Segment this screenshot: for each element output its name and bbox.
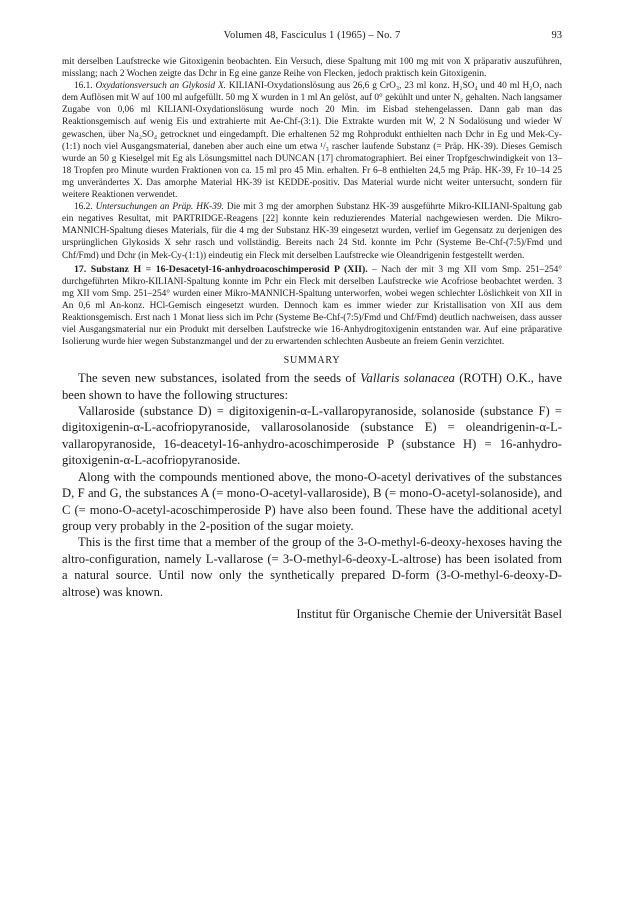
page-number: 93 [551, 30, 562, 41]
summary-heading: SUMMARY [283, 355, 341, 367]
running-head [62, 30, 562, 46]
section-16-2-body: Die mit 3 mg der amorphen Substanz HK-39 ausgeführte Mikro-KILIANI-Spaltung gab ein negatives Resultat, mit PARTRIDGE-Reagens [22] konnte kein reduzierendes Material nachgewiesen werden. Die Mikro-MANNICH-Spaltung dieses Materials, für die 4 mg der Substanz HK-39 eingesetzt wurden, verlief im Gegensatz zu derjenigen des ursprünglichen Glykosids X sehr rasch und vollständig. Bereits nach 24 Std. konnte im Pchr (Systeme Be-Chf-(7:5)/Fmd und Chf/Fmd) und Dchr (in Mek-Cy-(1:1)) eindeutig ein Fleck mit derselben Laufstrecke wie Oleandrigenin festgestellt werden. [62, 202, 562, 261]
summary-p1-start: The seven new substances, isolated from the seeds of [78, 371, 361, 386]
paragraph-continuation-text: mit derselben Laufstrecke wie Gitoxigenin beobachten. Ein Versuch, diese Spaltung mit 100 mg mit von X präparativ auszuführen, misslang; nach 2 Wochen zeigte das Dchr in Eg eine ganze Reihe von Flecken, jedoch praktisch kein Gitoxigenin. [62, 57, 562, 80]
section-17 [62, 264, 562, 349]
paragraph-continuation [62, 56, 562, 80]
section-16-2-title: Untersuchungen an Präp. HK-39. [95, 202, 224, 213]
section-16-1-body: KILIANI-Oxydationslösung aus 26,6 g CrO₃, 23 ml konz. H₂SO₄ und 40 ml H₂O, nach dem Auflösen mit W auf 100 ml aufgefüllt. 50 mg X wurden in 1 ml An gelöst, auf 0° gekühlt und unter N₂ gehalten. Nach langsamer Zugabe von 0,06 ml KILIANI-Oxydationslösung wurde noch 20 Min. im Eisbad stehengelassen. Dann gab man das Reaktionsgemisch auf wenig Eis und extrahierte mit Ae-Chf-(3:1). Die Extrakte wurden mit W, 2 N Sodalösung und wieder W gewaschen, über Na₂SO₄ getrocknet und eingedampft. Die erhaltenen 52 mg Rohprodukt enthielten nach Dchr in Eg und Mek-Cy-(1:1) noch viel Ausgangsmaterial, daneben aber auch eine um etwa ¹/₃ rascher laufende Substanz (= Präp. HK-39). Dieses Gemisch wurde an 50 g Kieselgel mit Eg als Lösungsmittel nach DUNCAN [17] chromatographiert. Bei einer Tropfgeschwindigkeit von 13–18 Tropfen pro Minute wurden Fraktionen von ca. 15 ml pro 45 Min. erhalten. Fr 6–8 enthielten 24,5 mg Präp. HK-39, Fr 10–14 25 mg unverändertes X. Das amorphe Material HK-39 ist KEDDE-positiv. Das Material wurde nicht weiter untersucht, sondern für weitere Reaktionen verwendet. [62, 81, 563, 201]
journal-page [62, 30, 562, 622]
section-16-2 [62, 201, 562, 261]
species-name: Vallaris solanacea [360, 371, 455, 386]
summary-paragraph-4: This is the first time that a member of the group of the 3-O-methyl-6-deoxy-hexoses having the altro-configuration, namely L-vallarose (= 3-O-methyl-6-deoxy-L-altrose) has been isolated from a natural source. Until now only the synthetically prepared D-form (3-O-methyl-6-deoxy-D-altrose) was known. [62, 535, 562, 599]
summary-paragraph-1 [62, 370, 562, 403]
summary-p1-end: (ROTH) O.K., have been shown to have the following structures: [62, 371, 562, 402]
summary-paragraph-3: Along with the compounds mentioned above, the mono-O-acetyl derivatives of the substances D, F and G, the substances A (= mono-O-acetyl-vallaroside), B (= mono-O-acetyl-solanoside), and C (= mono-O-acetyl-acoschimperoside P) have also been found. These have the additional acetyl group very probably in the 2-position of the sugar moiety. [62, 469, 562, 533]
section-17-title: 17. Substanz H = 16-Desacetyl-16-anhydroacoschimperosid P (XII). [74, 263, 368, 275]
section-16-1 [62, 80, 562, 201]
section-16-2-number: 16.2. [74, 202, 93, 213]
institution-signature: Institut für Organische Chemie der Universität Basel [296, 606, 562, 621]
section-17-body: – Nach der mit 3 mg XII vom Smp. 251–254° durchgeführten Mikro-KILIANI-Spaltung konnte im Pchr ein Fleck mit derselben Laufstrecke wie Acofriose beobachtet werden. 3 mg XII vom Smp. 251–254° wurden einer Mikro-MANNICH-Spaltung unterworfen, wobei wegen schlechter Löslichkeit von XII in An 0,6 ml An-konz. HCl-Gemisch eingesetzt wurden. Dennoch kam es immer wieder zur Kristallisation von XII aus dem Reaktionsgemisch. Erst nach 1 Monat liess sich im Pchr (Systeme Be-Chf-(7:5)/Fmd und Chf/Fmd) deutlich nachweisen, dass ausser viel Ausgangsmaterial nur ein Produkt mit derselben Laufstrecke wie 16-Anhydrogitoxigenin entstanden war. Auf eine präparative Isolierung wurde hier wegen Substanzmangel und der zu erwartenden schlechten Ausbeute an freiem Genin verzichtet. [62, 264, 562, 348]
journal-volume-line: Volumen 48, Fasciculus 1 (1965) – No. 7 [223, 30, 401, 41]
section-16-1-title: Oxydationsversuch an Glykosid X. [95, 81, 226, 92]
summary-paragraph-2: Vallaroside (substance D) = digitoxigenin-α-L-vallaropyranoside, solanoside (substance F) = digitoxigenin-α-L-acofriopyranoside, vallarosolanoside (substance E) = oleandrigenin-α-L-vallaropyranoside, 16-deacetyl-16-anhydro-acoschimperoside P (substance H) = 16-anhydro-gitoxigenin-α-L-acofriopyranoside. [62, 404, 562, 468]
section-16-1-number: 16.1. [74, 81, 93, 92]
